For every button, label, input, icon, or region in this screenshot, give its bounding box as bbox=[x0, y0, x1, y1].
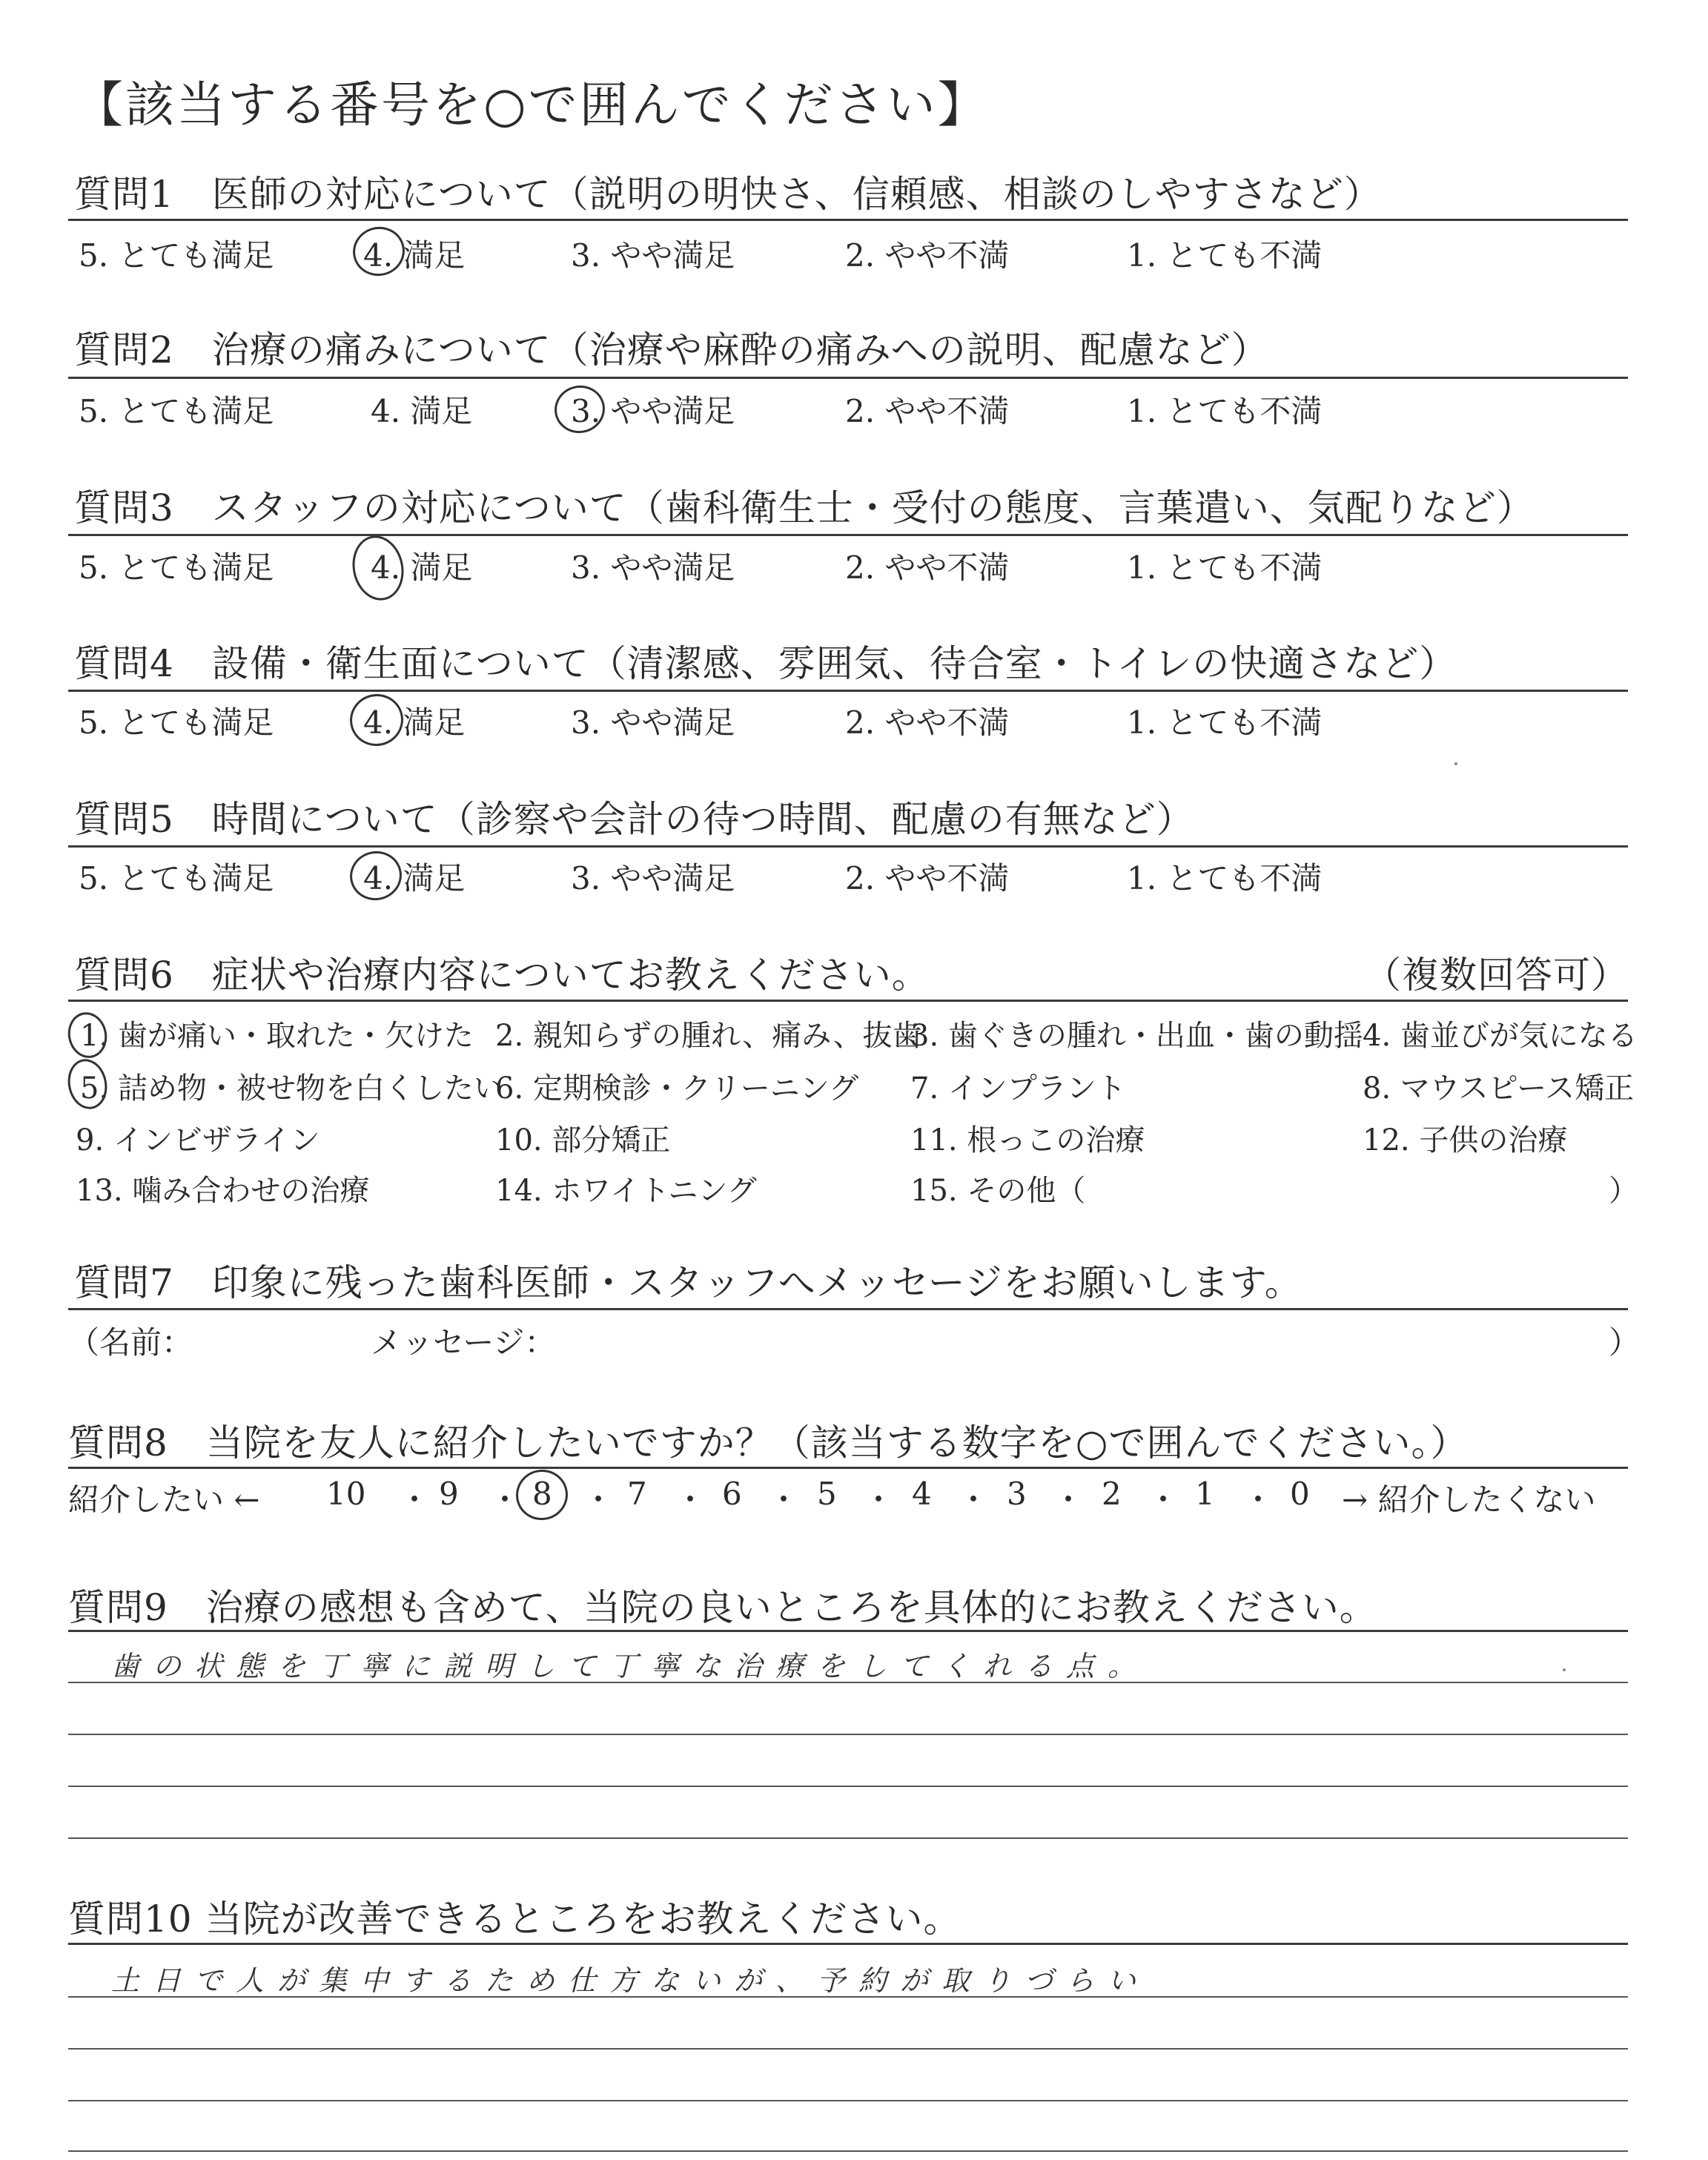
q1-rule bbox=[68, 219, 1628, 221]
q10-answer-line-3 bbox=[68, 2100, 1628, 2101]
q7-close-paren: ） bbox=[1609, 1324, 1641, 1361]
q8-score-7[interactable]: 7 bbox=[627, 1476, 647, 1512]
q2-option-2[interactable]: 2. やや不満 bbox=[845, 393, 1010, 429]
q5-option-4[interactable]: 4. 満足 bbox=[363, 860, 466, 896]
q6-option-4[interactable]: 4. 歯並びが気になる bbox=[1363, 1019, 1638, 1053]
q8-dot: ・ bbox=[863, 1482, 895, 1518]
q9-answer-line-1 bbox=[68, 1682, 1628, 1683]
q3-option-1[interactable]: 1. とても不満 bbox=[1127, 549, 1323, 586]
q8-dot: ・ bbox=[399, 1482, 431, 1518]
q6-option-8[interactable]: 8. マウスピース矯正 bbox=[1363, 1071, 1635, 1106]
q8-dot: ・ bbox=[1053, 1482, 1085, 1518]
q8-dot: ・ bbox=[675, 1482, 706, 1518]
q1-option-2[interactable]: 2. やや不満 bbox=[845, 237, 1010, 274]
q8-dot: ・ bbox=[768, 1482, 800, 1518]
q6-other-close: ） bbox=[1609, 1174, 1638, 1208]
q8-dot: ・ bbox=[1242, 1482, 1274, 1518]
q8-score-4[interactable]: 4 bbox=[912, 1476, 932, 1512]
q8-dot: ・ bbox=[583, 1482, 615, 1518]
q6-option-2[interactable]: 2. 親知らずの腫れ、痛み、抜歯 bbox=[495, 1019, 922, 1053]
q9-answer-line-4 bbox=[68, 1837, 1628, 1839]
q8-score-1[interactable]: 1 bbox=[1195, 1476, 1215, 1512]
q10-answer-line-4 bbox=[68, 2150, 1628, 2152]
q10-heading: 質問10 当院が改善できるところをお教えください。 bbox=[68, 1898, 961, 1941]
q8-dot: ・ bbox=[489, 1482, 521, 1518]
q8-score-5[interactable]: 5 bbox=[817, 1476, 837, 1512]
q3-option-2[interactable]: 2. やや不満 bbox=[845, 549, 1010, 586]
q2-rule bbox=[68, 377, 1628, 379]
q2-heading: 質問2 治療の痛みについて（治療や麻酔の痛みへの説明、配慮など） bbox=[74, 328, 1269, 371]
q5-option-5[interactable]: 5. とても満足 bbox=[79, 860, 274, 896]
q6-option-6[interactable]: 6. 定期検診・クリーニング bbox=[495, 1071, 859, 1106]
q3-option-4[interactable]: 4. 満足 bbox=[371, 549, 473, 586]
q5-option-1[interactable]: 1. とても不満 bbox=[1127, 860, 1323, 896]
q7-name-label: （名前： bbox=[68, 1324, 193, 1361]
q6-option-13[interactable]: 13. 噛み合わせの治療 bbox=[76, 1174, 370, 1208]
q4-option-5[interactable]: 5. とても満足 bbox=[79, 704, 274, 741]
q10-handwritten-answer: 土日で人が集中するため仕方ないが、予約が取りづらい bbox=[111, 1964, 1150, 1997]
q8-rule bbox=[68, 1467, 1628, 1469]
q5-option-3[interactable]: 3. やや満足 bbox=[571, 860, 735, 896]
q8-score-10[interactable]: 10 bbox=[326, 1476, 366, 1512]
q8-left-label: 紹介したい ← bbox=[68, 1482, 260, 1518]
q4-option-3[interactable]: 3. やや満足 bbox=[571, 704, 735, 741]
q1-option-4[interactable]: 4. 満足 bbox=[363, 237, 466, 274]
q10-answer-line-1 bbox=[68, 1996, 1628, 1998]
q8-heading: 質問8 当院を友人に紹介したいですか？（該当する数字を○で囲んでください。） bbox=[68, 1421, 1469, 1464]
q10-rule bbox=[68, 1943, 1628, 1945]
q6-rule bbox=[68, 1000, 1628, 1002]
scan-speck bbox=[1563, 1668, 1566, 1671]
q6-multiple-note: （複数回答可） bbox=[1364, 954, 1629, 997]
q9-rule bbox=[68, 1630, 1628, 1632]
q8-score-9[interactable]: 9 bbox=[439, 1476, 459, 1512]
q6-option-12[interactable]: 12. 子供の治療 bbox=[1363, 1123, 1568, 1157]
q6-option-15[interactable]: 15. その他（ bbox=[910, 1174, 1086, 1208]
q6-option-7[interactable]: 7. インプラント bbox=[910, 1071, 1126, 1106]
q6-option-9[interactable]: 9. インビザライン bbox=[76, 1123, 320, 1157]
q2-option-4[interactable]: 4. 満足 bbox=[371, 393, 473, 429]
q2-option-1[interactable]: 1. とても不満 bbox=[1127, 393, 1323, 429]
q6-option-14[interactable]: 14. ホワイトニング bbox=[495, 1174, 757, 1208]
q3-selection-circle bbox=[347, 531, 410, 605]
q9-heading: 質問9 治療の感想も含めて、当院の良いところを具体的にお教えください。 bbox=[68, 1586, 1377, 1629]
q2-option-3[interactable]: 3. やや満足 bbox=[571, 393, 735, 429]
q8-dot: ・ bbox=[1148, 1482, 1179, 1518]
q8-score-3[interactable]: 3 bbox=[1007, 1476, 1027, 1512]
form-title: 【該当する番号を○で囲んでください】 bbox=[74, 76, 989, 133]
q8-score-2[interactable]: 2 bbox=[1102, 1476, 1122, 1512]
q6-option-10[interactable]: 10. 部分矯正 bbox=[495, 1123, 671, 1157]
q3-option-3[interactable]: 3. やや満足 bbox=[571, 549, 735, 586]
q8-right-label: → 紹介したくない bbox=[1342, 1482, 1596, 1518]
q8-dot: ・ bbox=[958, 1482, 990, 1518]
q9-answer-line-3 bbox=[68, 1786, 1628, 1787]
q3-rule bbox=[68, 534, 1628, 536]
scan-speck bbox=[1454, 762, 1457, 765]
q8-score-0[interactable]: 0 bbox=[1290, 1476, 1310, 1512]
q4-rule bbox=[68, 690, 1628, 692]
q6-option-1[interactable]: 1. 歯が痛い・取れた・欠けた bbox=[80, 1019, 474, 1053]
q4-option-4[interactable]: 4. 満足 bbox=[363, 704, 466, 741]
q8-score-8[interactable]: 8 bbox=[532, 1476, 552, 1512]
q9-answer-line-2 bbox=[68, 1734, 1628, 1735]
q5-rule bbox=[68, 845, 1628, 848]
q4-option-1[interactable]: 1. とても不満 bbox=[1127, 704, 1323, 741]
q1-option-5[interactable]: 5. とても満足 bbox=[79, 237, 274, 274]
q3-heading: 質問3 スタッフの対応について（歯科衛生士・受付の態度、言葉遣い、気配りなど） bbox=[74, 486, 1535, 529]
q9-handwritten-answer: 歯の状態を丁寧に説明して丁寧な治療をしてくれる点。 bbox=[111, 1650, 1150, 1682]
q3-option-5[interactable]: 5. とても満足 bbox=[79, 549, 274, 586]
q1-option-3[interactable]: 3. やや満足 bbox=[571, 237, 735, 274]
q7-rule bbox=[68, 1308, 1628, 1310]
q8-score-6[interactable]: 6 bbox=[722, 1476, 742, 1512]
q2-option-5[interactable]: 5. とても満足 bbox=[79, 393, 274, 429]
q1-heading: 質問1 医師の対応について（説明の明快さ、信頼感、相談のしやすさなど） bbox=[74, 173, 1382, 216]
q4-option-2[interactable]: 2. やや不満 bbox=[845, 704, 1010, 741]
q7-heading: 質問7 印象に残った歯科医師・スタッフへメッセージをお願いします。 bbox=[74, 1261, 1302, 1304]
q7-message-label: メッセージ： bbox=[371, 1324, 556, 1361]
q6-option-5[interactable]: 5. 詰め物・被せ物を白くしたい bbox=[80, 1071, 503, 1106]
q5-heading: 質問5 時間について（診察や会計の待つ時間、配慮の有無など） bbox=[74, 798, 1194, 841]
q5-option-2[interactable]: 2. やや不満 bbox=[845, 860, 1010, 896]
q6-heading: 質問6 症状や治療内容についてお教えください。 bbox=[74, 954, 930, 997]
q1-option-1[interactable]: 1. とても不満 bbox=[1127, 237, 1323, 274]
q6-option-11[interactable]: 11. 根っこの治療 bbox=[910, 1123, 1145, 1157]
q10-answer-line-2 bbox=[68, 2048, 1628, 2050]
q8-selection-circle bbox=[512, 1464, 573, 1525]
q4-heading: 質問4 設備・衛生面について（清潔感、雰囲気、待合室・トイレの快適さなど） bbox=[74, 642, 1457, 685]
q6-option-3[interactable]: 3. 歯ぐきの腫れ・出血・歯の動揺 bbox=[910, 1019, 1363, 1053]
